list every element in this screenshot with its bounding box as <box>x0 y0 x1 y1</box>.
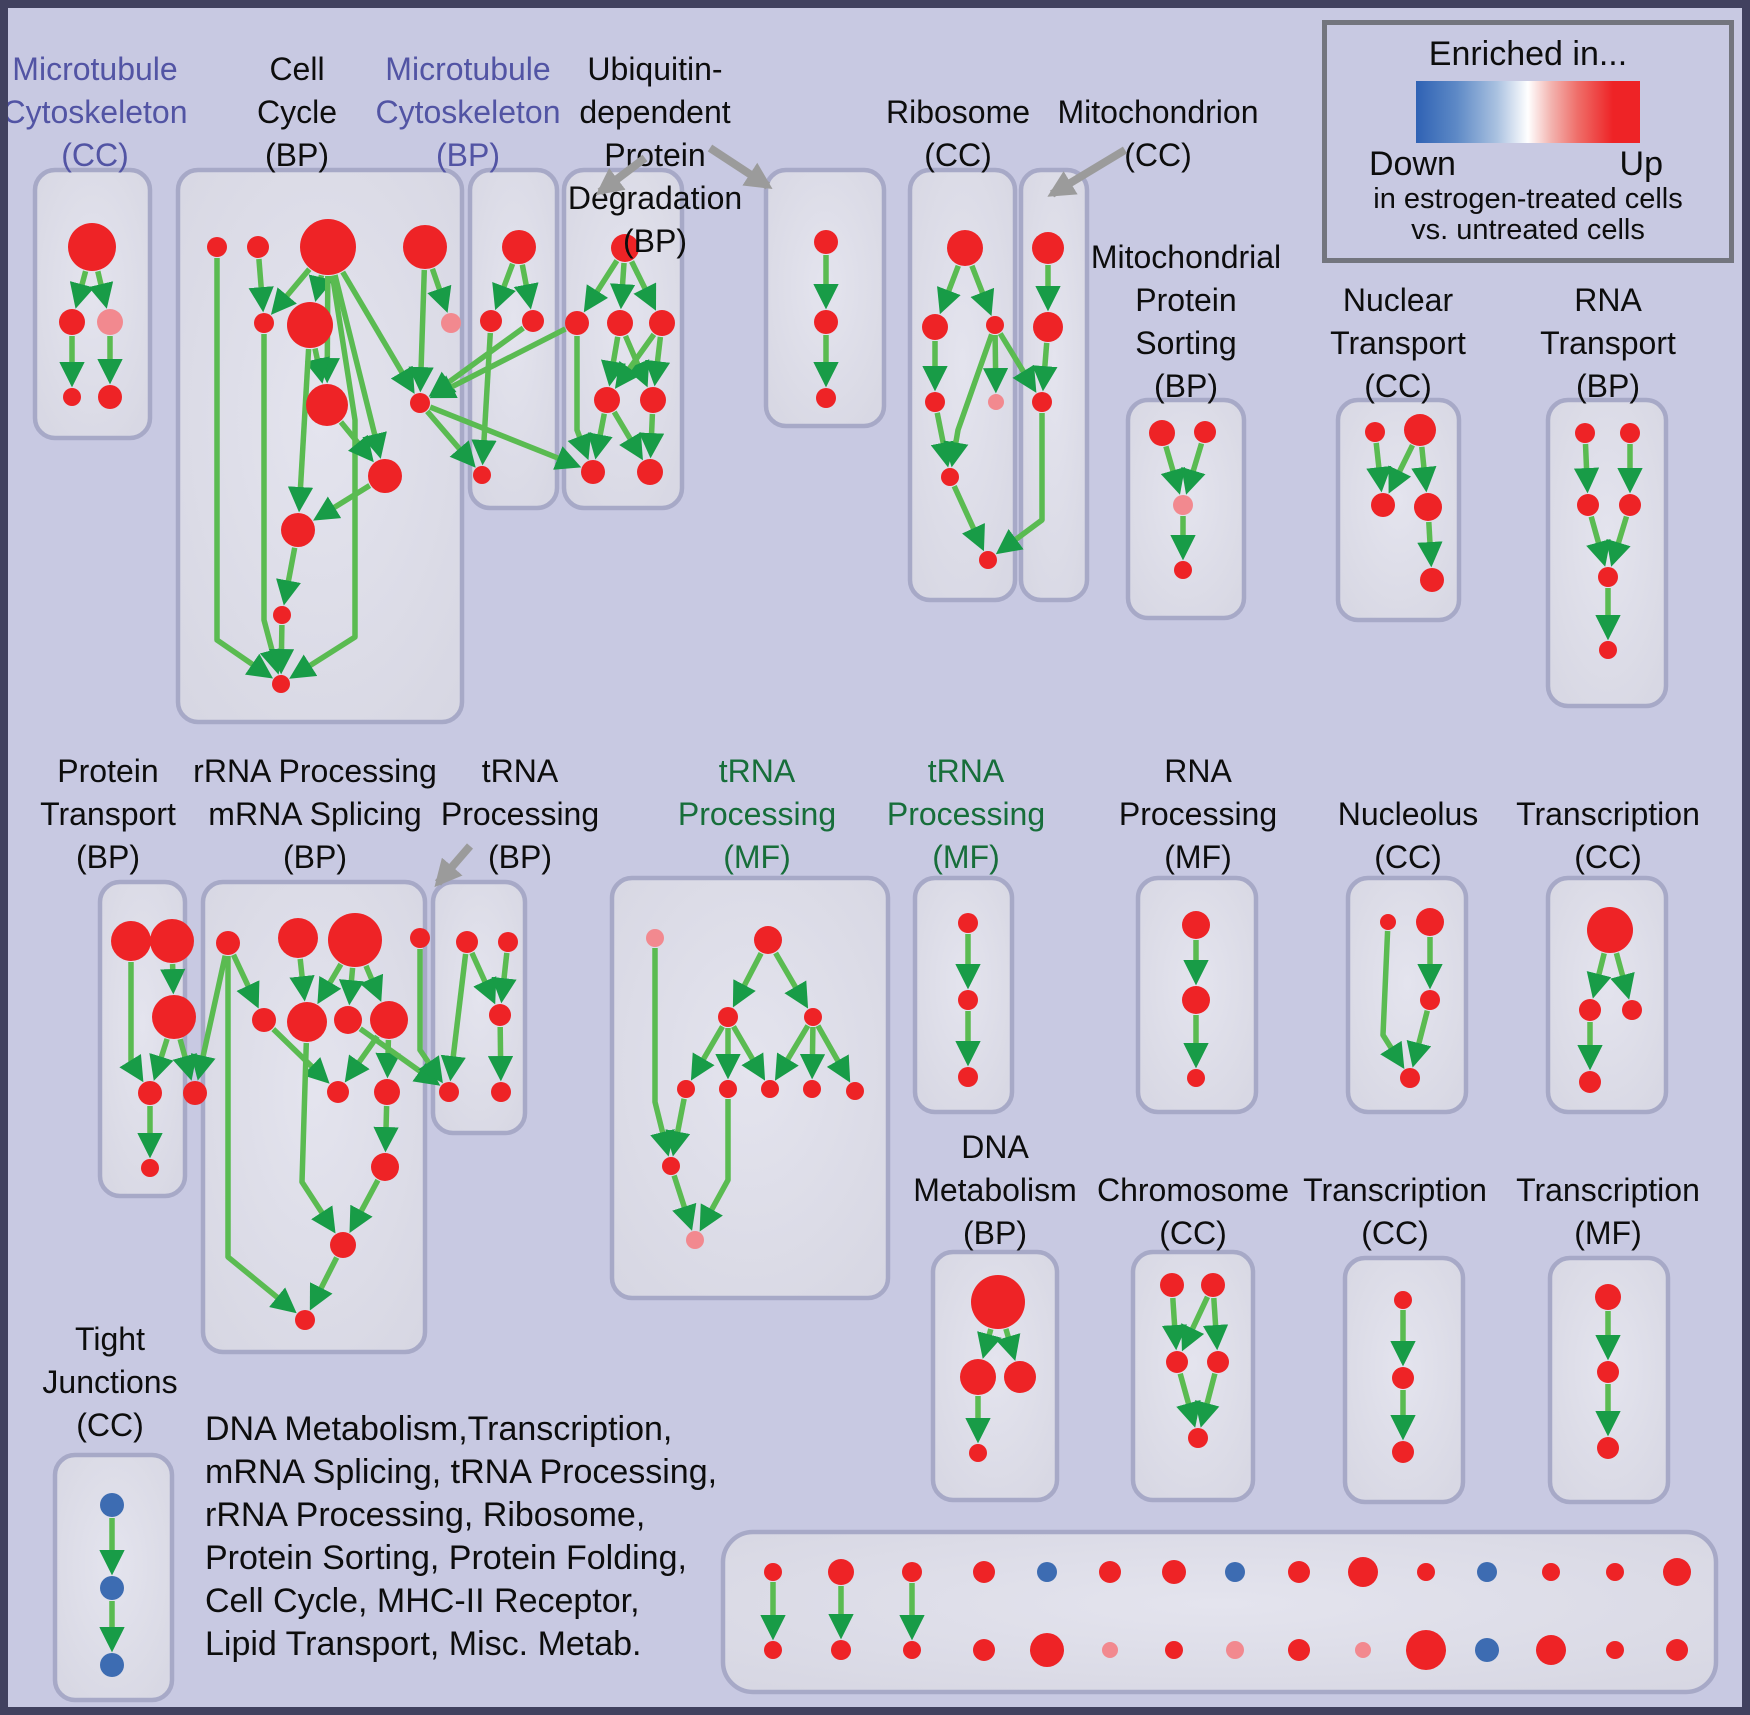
misc-panel-node-1 <box>764 1641 782 1659</box>
ubiquitin-degradation-bp-1-node-2 <box>607 310 633 336</box>
ubiquitin-degradation-bp-1-label-line-3: Degradation <box>567 180 743 216</box>
tight-junctions-cc-label-line-2: (CC) <box>76 1407 144 1443</box>
transcription-cc-upper-node-0 <box>1587 907 1633 953</box>
cell-cycle-bp-node-11 <box>273 606 291 624</box>
misc-panel-node-17 <box>1288 1639 1310 1661</box>
cell-cycle-bp-node-4 <box>254 313 274 333</box>
rrna-processing-mrna-splicing-bp-node-9 <box>374 1079 400 1105</box>
misc-panel-node-10 <box>1099 1561 1121 1583</box>
cell-cycle-bp-node-1 <box>247 236 269 258</box>
trna-processing-mf-2-node-1 <box>958 990 978 1010</box>
mitochondrion-cc-label-line-0: Mitochondrion <box>1057 94 1259 130</box>
legend-axis-labels <box>1327 143 1729 184</box>
footnote-line-2: rRNA Processing, Ribosome, <box>205 1496 646 1534</box>
ubiquitin-degradation-bp-1-node-4 <box>594 387 620 413</box>
cell-cycle-bp-node-3 <box>403 225 447 269</box>
rna-transport-bp-label-line-2: (BP) <box>1576 368 1640 404</box>
cell-cycle-bp-node-12 <box>272 675 290 693</box>
nuclear-transport-cc-edge-3 <box>1429 522 1431 561</box>
protein-transport-bp-label-line-1: Transport <box>40 796 176 832</box>
trna-processing-mf-2-label-line-1: Processing <box>886 796 1046 832</box>
nucleolus-cc-node-2 <box>1420 990 1440 1010</box>
footnote-line-5: Lipid Transport, Misc. Metab. <box>205 1625 642 1663</box>
transcription-cc-upper-node-3 <box>1579 1071 1601 1093</box>
legend-down-label: Down <box>1369 145 1456 183</box>
ubiquitin-degradation-bp-1-label-line-4: (BP) <box>623 223 687 259</box>
ubiquitin-degradation-bp-1-label-line-1: dependent <box>579 94 731 130</box>
rna-transport-bp-node-1 <box>1620 423 1640 443</box>
tight-junctions-cc-node-2 <box>100 1653 124 1677</box>
misc-panel-node-21 <box>1406 1630 1446 1670</box>
mitochondrial-protein-sorting-bp-label-line-2: Sorting <box>1135 325 1237 361</box>
misc-panel-node-11 <box>1102 1642 1118 1658</box>
mitochondrion-cc-label-line-1: (CC) <box>1124 137 1192 173</box>
misc-panel-node-15 <box>1226 1641 1244 1659</box>
mitochondrial-protein-sorting-bp-label-line-1: Protein <box>1135 282 1237 318</box>
rrna-processing-mrna-splicing-bp-node-11 <box>330 1232 356 1258</box>
microtubule-cytoskeleton-cc-node-1 <box>59 309 85 335</box>
transcription-cc-lower-label-line-0: Transcription <box>1303 1172 1487 1208</box>
cell-cycle-bp-node-2 <box>300 219 356 275</box>
misc-panel-node-8 <box>1037 1562 1057 1582</box>
rrna-processing-mrna-splicing-bp-node-5 <box>287 1002 327 1042</box>
trna-processing-mf-1-node-8 <box>846 1082 864 1100</box>
misc-panel-node-22 <box>1477 1562 1497 1582</box>
cell-cycle-bp-label-line-0: Cell <box>269 51 325 87</box>
nuclear-transport-cc-node-0 <box>1365 422 1385 442</box>
trna-processing-mf-1-label-line-0: tRNA <box>718 753 796 789</box>
misc-panel-node-16 <box>1288 1561 1310 1583</box>
cell-cycle-bp-label-line-2: (BP) <box>265 137 329 173</box>
rrna-processing-mrna-splicing-bp-node-4 <box>252 1008 276 1032</box>
rna-transport-bp-label-line-1: Transport <box>1540 325 1676 361</box>
trna-processing-bp-node-0 <box>456 931 478 953</box>
trna-processing-bp-node-4 <box>491 1082 511 1102</box>
mitochondrial-protein-sorting-bp-node-1 <box>1194 421 1216 443</box>
trna-processing-bp-node-1 <box>498 932 518 952</box>
chromosome-cc-node-3 <box>1207 1351 1229 1373</box>
microtubule-cytoskeleton-cc-label-line-0: Microtubule <box>12 51 178 87</box>
microtubule-cytoskeleton-bp-node-3 <box>473 466 491 484</box>
legend-gradient-bar <box>1416 81 1640 143</box>
mitochondrial-protein-sorting-bp-node-2 <box>1173 495 1193 515</box>
legend-caption-line-2: vs. untreated cells <box>1411 214 1645 246</box>
trna-processing-mf-2-node-2 <box>958 1067 978 1087</box>
protein-transport-bp-node-3 <box>138 1081 162 1105</box>
mitochondrion-cc-edge-1 <box>1043 343 1046 385</box>
misc-panel-node-29 <box>1666 1639 1688 1661</box>
rrna-processing-mrna-splicing-bp-edge-3 <box>350 968 353 999</box>
microtubule-cytoskeleton-cc-label-line-1: Cytoskeleton <box>2 94 188 130</box>
trna-processing-bp-node-3 <box>439 1082 459 1102</box>
nuclear-transport-cc-node-2 <box>1371 493 1395 517</box>
trna-processing-mf-1-node-5 <box>719 1080 737 1098</box>
footnote-line-0: DNA Metabolism,Transcription, <box>205 1410 673 1448</box>
chromosome-cc-label-line-0: Chromosome <box>1096 1172 1290 1208</box>
ubiquitin-degradation-bp-2-node-0 <box>814 230 838 254</box>
transcription-cc-lower-node-2 <box>1392 1441 1414 1463</box>
cell-cycle-bp-edge-9 <box>421 270 425 386</box>
tight-junctions-cc-label-line-0: Tight <box>75 1321 145 1357</box>
ubiquitin-degradation-bp-1-node-3 <box>649 310 675 336</box>
mitochondrion-cc-node-1 <box>1033 312 1063 342</box>
trna-processing-bp-node-2 <box>489 1004 511 1026</box>
transcription-cc-upper-node-1 <box>1579 999 1601 1021</box>
dna-metabolism-bp-node-3 <box>969 1444 987 1462</box>
misc-panel-node-28 <box>1663 1558 1691 1586</box>
rna-processing-mf-label-line-1: Processing <box>1118 796 1278 832</box>
microtubule-cytoskeleton-cc-box <box>35 170 150 438</box>
rrna-processing-mrna-splicing-bp-label-line-2: (BP) <box>283 839 347 875</box>
tight-junctions-cc-node-1 <box>100 1576 124 1600</box>
microtubule-cytoskeleton-bp-label-line-2: (BP) <box>436 137 500 173</box>
legend <box>1322 20 1734 263</box>
rrna-processing-mrna-splicing-bp-node-12 <box>295 1310 315 1330</box>
cell-cycle-bp-label-line-1: Cycle <box>256 94 338 130</box>
misc-panel-node-23 <box>1475 1638 1499 1662</box>
rna-processing-mf-label-line-0: RNA <box>1164 753 1232 789</box>
transcription-mf-label-line-0: Transcription <box>1516 1172 1700 1208</box>
rna-transport-bp-node-0 <box>1575 423 1595 443</box>
rna-transport-bp-box <box>1548 400 1666 706</box>
transcription-mf-label-line-1: (MF) <box>1574 1215 1642 1251</box>
misc-panel-node-26 <box>1606 1563 1624 1581</box>
trna-processing-mf-1-node-9 <box>662 1157 680 1175</box>
misc-panel-node-5 <box>903 1641 921 1659</box>
transcription-cc-upper-label-line-0: Transcription <box>1516 796 1700 832</box>
misc-panel-node-9 <box>1030 1633 1064 1667</box>
trna-processing-mf-1-node-4 <box>677 1080 695 1098</box>
cell-cycle-bp-node-6 <box>441 313 461 333</box>
ribosome-cc-node-3 <box>925 392 945 412</box>
rrna-processing-mrna-splicing-bp-box <box>203 882 425 1352</box>
rrna-processing-mrna-splicing-bp-node-3 <box>410 928 430 948</box>
transcription-cc-lower-node-0 <box>1394 1291 1412 1309</box>
rna-transport-bp-node-5 <box>1599 641 1617 659</box>
transcription-mf-node-0 <box>1595 1284 1621 1310</box>
ubiquitin-degradation-bp-1-edge-9 <box>651 414 653 452</box>
nuclear-transport-cc-node-4 <box>1420 568 1444 592</box>
mitochondrial-protein-sorting-bp-label-line-0: Mitochondrial <box>1090 239 1282 275</box>
misc-panel-node-18 <box>1348 1557 1378 1587</box>
microtubule-cytoskeleton-cc-label-line-2: (CC) <box>61 137 129 173</box>
rrna-processing-mrna-splicing-bp-label-line-1: mRNA Splicing <box>208 796 422 832</box>
microtubule-cytoskeleton-bp-node-2 <box>522 310 544 332</box>
trna-processing-mf-1-label-line-2: (MF) <box>723 839 791 875</box>
microtubule-cytoskeleton-bp-label-line-1: Cytoskeleton <box>375 94 561 130</box>
rna-transport-bp-node-2 <box>1577 494 1599 516</box>
rrna-processing-mrna-splicing-bp-node-1 <box>278 918 318 958</box>
microtubule-cytoskeleton-cc-node-3 <box>63 388 81 406</box>
ubiquitin-degradation-bp-1-edge-1 <box>621 263 624 303</box>
microtubule-cytoskeleton-cc-node-0 <box>68 223 116 271</box>
misc-panel-node-13 <box>1165 1641 1183 1659</box>
trna-processing-bp-label-line-0: tRNA <box>481 753 559 789</box>
trna-processing-bp-label-line-1: Processing <box>440 796 600 832</box>
cell-cycle-bp-node-5 <box>287 302 333 348</box>
rna-transport-bp-label-line-0: RNA <box>1574 282 1642 318</box>
chromosome-cc-edge-2 <box>1214 1298 1217 1344</box>
microtubule-cytoskeleton-bp-label-line-0: Microtubule <box>385 51 551 87</box>
microtubule-cytoskeleton-bp-node-0 <box>502 230 536 264</box>
dna-metabolism-bp-node-1 <box>960 1359 996 1395</box>
nuclear-transport-cc-label-line-2: (CC) <box>1364 368 1432 404</box>
ribosome-cc-node-4 <box>988 394 1004 410</box>
misc-panel-node-24 <box>1542 1563 1560 1581</box>
trna-processing-mf-2-label-line-2: (MF) <box>932 839 1000 875</box>
mitochondrion-cc-node-0 <box>1032 232 1064 264</box>
rrna-processing-mrna-splicing-bp-node-6 <box>334 1006 362 1034</box>
ubiquitin-degradation-bp-1-node-5 <box>640 387 666 413</box>
ribosome-cc-label-line-0: Ribosome <box>885 94 1031 130</box>
cell-cycle-bp-edge-1 <box>259 259 263 306</box>
ubiquitin-degradation-bp-1-node-1 <box>565 311 589 335</box>
protein-transport-bp-edge-1 <box>173 964 174 988</box>
rna-processing-mf-node-0 <box>1182 911 1210 939</box>
nucleolus-cc-label-line-1: (CC) <box>1374 839 1442 875</box>
dna-metabolism-bp-node-0 <box>971 1275 1025 1329</box>
chromosome-cc-box <box>1133 1252 1253 1500</box>
rrna-processing-mrna-splicing-bp-node-8 <box>327 1081 349 1103</box>
cell-cycle-bp-edge-16 <box>281 625 282 668</box>
protein-transport-bp-label-line-0: Protein <box>57 753 159 789</box>
transcription-cc-lower-node-1 <box>1392 1367 1414 1389</box>
rna-transport-bp-node-4 <box>1598 567 1618 587</box>
legend-up-label: Up <box>1619 145 1663 183</box>
legend-caption-line-1: in estrogen-treated cells <box>1373 183 1683 215</box>
protein-transport-bp-node-4 <box>183 1081 207 1105</box>
cell-cycle-bp-node-10 <box>281 513 315 547</box>
rrna-processing-mrna-splicing-bp-node-2 <box>328 913 382 967</box>
misc-panel-node-14 <box>1225 1562 1245 1582</box>
ribosome-cc-node-2 <box>986 316 1004 334</box>
transcription-mf-node-2 <box>1597 1437 1619 1459</box>
tight-junctions-cc-label-line-1: Junctions <box>42 1364 178 1400</box>
trna-processing-mf-1-node-6 <box>761 1080 779 1098</box>
tight-junctions-cc-node-0 <box>100 1493 124 1517</box>
ribosome-cc-node-6 <box>979 551 997 569</box>
trna-processing-bp-label-line-2: (BP) <box>488 839 552 875</box>
transcription-cc-upper-label-line-1: (CC) <box>1574 839 1642 875</box>
dna-metabolism-bp-label-line-1: Metabolism <box>913 1172 1077 1208</box>
rna-transport-bp-node-3 <box>1619 494 1641 516</box>
nucleolus-cc-node-3 <box>1400 1068 1420 1088</box>
microtubule-cytoskeleton-cc-node-2 <box>97 309 123 335</box>
rna-transport-bp-edge-0 <box>1586 444 1588 487</box>
trna-processing-mf-1-node-0 <box>646 929 664 947</box>
rrna-processing-mrna-splicing-bp-node-10 <box>371 1153 399 1181</box>
misc-panel-node-0 <box>764 1563 782 1581</box>
misc-panel-node-7 <box>973 1639 995 1661</box>
misc-panel-node-20 <box>1417 1563 1435 1581</box>
ribosome-cc-node-1 <box>922 314 948 340</box>
misc-panel-node-19 <box>1355 1642 1371 1658</box>
mitochondrial-protein-sorting-bp-node-3 <box>1174 561 1192 579</box>
microtubule-cytoskeleton-cc-node-4 <box>98 385 122 409</box>
ribosome-cc-label-line-1: (CC) <box>924 137 992 173</box>
transcription-cc-lower-label-line-1: (CC) <box>1361 1215 1429 1251</box>
mitochondrial-protein-sorting-bp-node-0 <box>1149 420 1175 446</box>
nuclear-transport-cc-node-3 <box>1414 493 1442 521</box>
chromosome-cc-edge-0 <box>1173 1298 1176 1344</box>
trna-processing-mf-2-node-0 <box>958 913 978 933</box>
misc-panel-node-12 <box>1162 1560 1186 1584</box>
trna-processing-mf-1-label-line-1: Processing <box>677 796 837 832</box>
rna-processing-mf-label-line-2: (MF) <box>1164 839 1232 875</box>
rna-processing-mf-node-2 <box>1187 1069 1205 1087</box>
footnote-line-1: mRNA Splicing, tRNA Processing, <box>205 1453 718 1491</box>
transcription-cc-upper-node-2 <box>1622 1000 1642 1020</box>
rrna-processing-mrna-splicing-bp-node-7 <box>370 1001 408 1039</box>
ubiquitin-degradation-bp-2-node-1 <box>814 310 838 334</box>
dna-metabolism-bp-node-2 <box>1004 1361 1036 1393</box>
misc-panel-box <box>723 1532 1716 1692</box>
rrna-processing-mrna-splicing-bp-node-0 <box>216 931 240 955</box>
chromosome-cc-node-0 <box>1160 1273 1184 1297</box>
rrna-processing-mrna-splicing-bp-edge-1 <box>300 959 304 995</box>
dna-metabolism-bp-label-line-2: (BP) <box>963 1215 1027 1251</box>
trna-processing-mf-1-node-3 <box>804 1008 822 1026</box>
nuclear-transport-cc-label-line-1: Transport <box>1330 325 1466 361</box>
trna-processing-bp-edge-3 <box>500 1027 501 1075</box>
cell-cycle-bp-node-8 <box>410 393 430 413</box>
nuclear-transport-cc-node-1 <box>1404 414 1436 446</box>
chromosome-cc-label-line-1: (CC) <box>1159 1215 1227 1251</box>
trna-processing-mf-1-node-10 <box>686 1231 704 1249</box>
protein-transport-bp-label-line-2: (BP) <box>76 839 140 875</box>
trna-processing-mf-1-edge-6 <box>812 1027 813 1073</box>
chromosome-cc-node-2 <box>1166 1351 1188 1373</box>
trna-processing-mf-2-label-line-0: tRNA <box>927 753 1005 789</box>
legend-title: Enriched in... <box>1428 35 1628 73</box>
chromosome-cc-node-1 <box>1201 1273 1225 1297</box>
ribosome-cc-node-5 <box>941 468 959 486</box>
protein-transport-bp-node-1 <box>150 919 194 963</box>
protein-transport-bp-node-0 <box>111 921 151 961</box>
ubiquitin-degradation-bp-1-node-6 <box>581 460 605 484</box>
ribosome-cc-node-0 <box>947 230 983 266</box>
ubiquitin-degradation-bp-1-box <box>564 170 682 508</box>
cell-cycle-bp-node-0 <box>207 237 227 257</box>
rrna-processing-mrna-splicing-bp-edge-8 <box>386 1106 387 1146</box>
protein-transport-bp-node-2 <box>152 995 196 1039</box>
ubiquitin-degradation-bp-2-node-2 <box>816 388 836 408</box>
rna-processing-mf-node-1 <box>1182 986 1210 1014</box>
chromosome-cc-node-4 <box>1188 1428 1208 1448</box>
misc-panel-node-4 <box>902 1562 922 1582</box>
ubiquitin-degradation-bp-1-node-7 <box>637 459 663 485</box>
mitochondrial-protein-sorting-bp-label-line-3: (BP) <box>1154 368 1218 404</box>
cell-cycle-bp-node-9 <box>368 459 402 493</box>
cell-cycle-bp-node-7 <box>306 384 348 426</box>
misc-panel-node-25 <box>1536 1635 1566 1665</box>
footnote-line-3: Protein Sorting, Protein Folding, <box>205 1539 687 1577</box>
misc-panel-node-6 <box>973 1561 995 1583</box>
rrna-processing-mrna-splicing-bp-edge-7 <box>388 1040 389 1072</box>
trna-processing-mf-1-node-7 <box>803 1080 821 1098</box>
nucleolus-cc-node-0 <box>1380 914 1396 930</box>
nucleolus-cc-label-line-0: Nucleolus <box>1337 796 1479 832</box>
misc-panel-node-2 <box>828 1559 854 1585</box>
microtubule-cytoskeleton-bp-node-1 <box>480 310 502 332</box>
footnote-line-4: Cell Cycle, MHC-II Receptor, <box>205 1582 640 1620</box>
misc-panel-node-27 <box>1606 1641 1624 1659</box>
mitochondrion-cc-node-2 <box>1032 392 1052 412</box>
ubiquitin-degradation-bp-1-label-line-2: Protein <box>604 137 706 173</box>
trna-processing-mf-1-node-1 <box>754 926 782 954</box>
trna-processing-mf-1-node-2 <box>718 1007 738 1027</box>
nuclear-transport-cc-label-line-0: Nuclear <box>1342 282 1454 318</box>
transcription-mf-node-1 <box>1597 1361 1619 1383</box>
dna-metabolism-bp-label-line-0: DNA <box>961 1129 1029 1165</box>
ribosome-cc-edge-3 <box>995 335 996 387</box>
protein-transport-bp-node-5 <box>141 1159 159 1177</box>
nucleolus-cc-node-1 <box>1416 908 1444 936</box>
misc-panel-node-3 <box>831 1640 851 1660</box>
rrna-processing-mrna-splicing-bp-label-line-0: rRNA Processing <box>193 753 437 789</box>
ubiquitin-degradation-bp-1-label-line-0: Ubiquitin- <box>587 51 723 87</box>
